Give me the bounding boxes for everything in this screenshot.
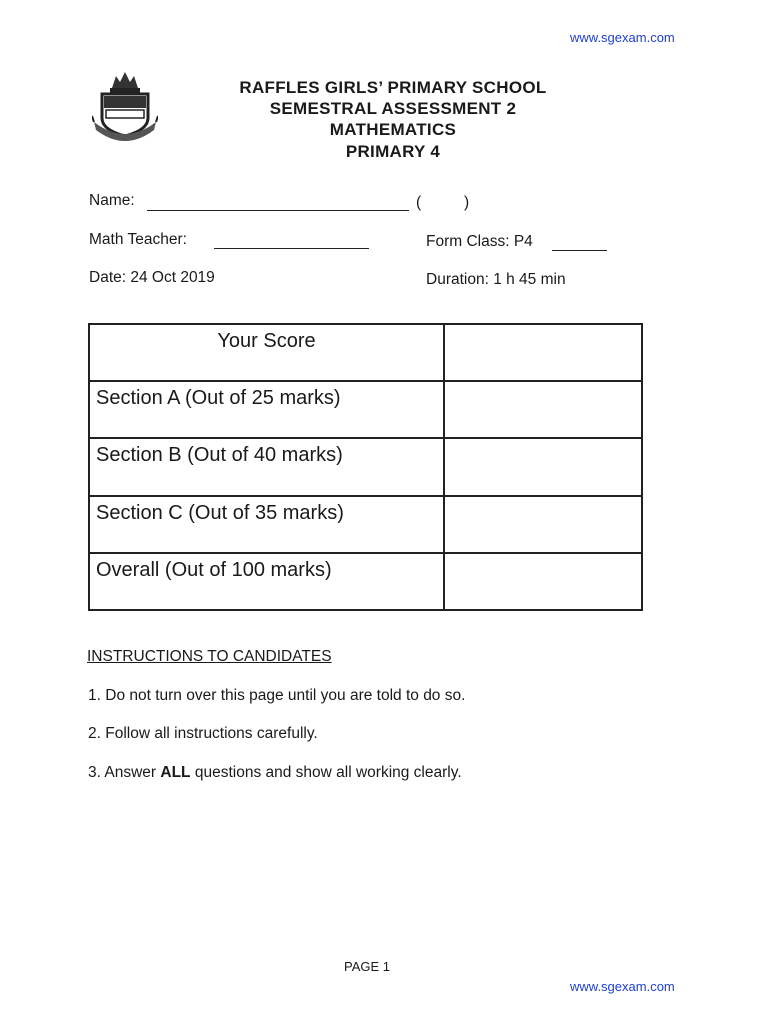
teacher-input-line[interactable] [214, 234, 369, 249]
form-class-label: Form Class: P4 [426, 233, 533, 250]
score-row [89, 381, 642, 438]
score-value-cell[interactable] [444, 381, 642, 438]
register-paren-open: ( [416, 194, 422, 211]
score-row [89, 496, 642, 553]
score-row-label: Section C (Out of 35 marks) [89, 496, 444, 553]
assessment-title: SEMESTRAL ASSESSMENT 2 [269, 99, 517, 118]
score-value-cell[interactable] [444, 324, 642, 381]
name-label: Name: [89, 192, 135, 209]
instruction-number: 3. [88, 764, 101, 781]
score-table [88, 323, 643, 611]
instruction-number: 1. [88, 687, 101, 704]
website-link-top[interactable]: www.sgexam.com [570, 30, 675, 45]
score-row-label: Section B (Out of 40 marks) [89, 438, 444, 495]
score-value-cell[interactable] [444, 496, 642, 553]
name-input-line[interactable] [147, 196, 409, 211]
instruction-text: Do not turn over this page until you are told to do so. [105, 687, 466, 704]
instructions-title: INSTRUCTIONS TO CANDIDATES [87, 648, 332, 665]
subject-title: MATHEMATICS [329, 120, 457, 139]
score-row-label: Overall (Out of 100 marks) [89, 553, 444, 610]
exam-date: Date: 24 Oct 2019 [89, 269, 215, 286]
score-value-cell[interactable] [444, 553, 642, 610]
register-paren-close: ) [464, 194, 470, 211]
form-class-input-line[interactable] [552, 236, 607, 251]
score-row [89, 553, 642, 610]
level-title: PRIMARY 4 [345, 142, 441, 161]
school-name: RAFFLES GIRLS’ PRIMARY SCHOOL [239, 78, 547, 97]
score-row [89, 438, 642, 495]
instruction-text-pre: Answer [104, 764, 161, 781]
page-number: PAGE 1 [344, 959, 391, 974]
instruction-item [88, 764, 462, 782]
instruction-number: 2. [88, 725, 101, 742]
instruction-text-post: questions and show all working clearly. [190, 764, 462, 781]
website-link-bottom[interactable]: www.sgexam.com [570, 979, 675, 994]
score-value-cell[interactable] [444, 438, 642, 495]
instruction-item [88, 725, 318, 743]
teacher-label: Math Teacher: [89, 231, 187, 248]
score-row-label: Your Score [89, 324, 444, 381]
instruction-emphasis: ALL [160, 764, 191, 781]
score-row-label: Section A (Out of 25 marks) [89, 381, 444, 438]
instruction-text: Follow all instructions carefully. [105, 725, 318, 742]
exam-duration: Duration: 1 h 45 min [426, 271, 566, 288]
score-row [89, 324, 642, 381]
instruction-item [88, 687, 465, 705]
